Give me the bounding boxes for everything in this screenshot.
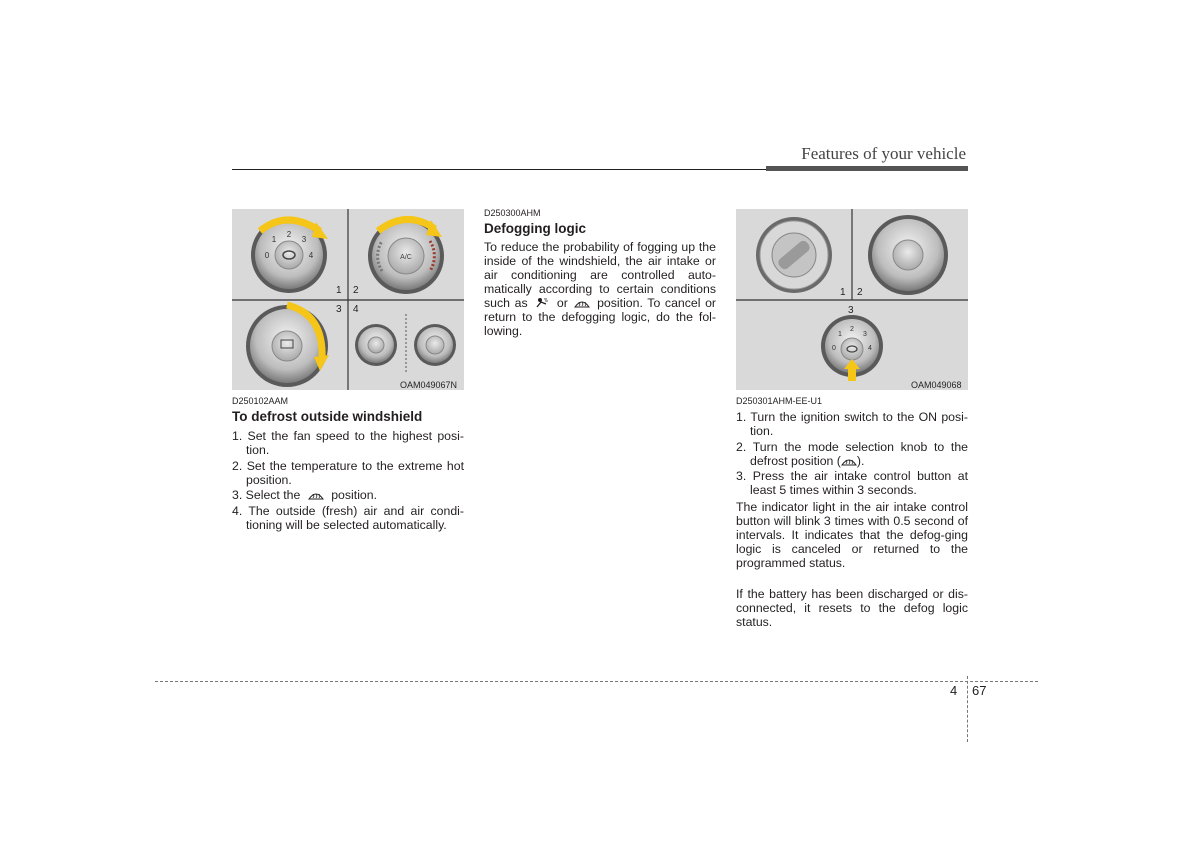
svg-text:0: 0 — [832, 345, 836, 352]
mode-knob-right — [868, 215, 948, 295]
mode-selection-knob — [246, 305, 329, 387]
step-1: 1. Turn the ignition switch to the ON posi-tion. — [736, 410, 968, 438]
steps-list — [736, 410, 968, 499]
fan-speed-knob — [251, 217, 328, 293]
step-2-text-a: 2. Turn the mode selection knob to the defrost position ( — [736, 439, 968, 468]
left-figure — [232, 209, 464, 390]
page-number: 67 — [972, 683, 987, 698]
panel-label-3: 3 — [336, 304, 342, 315]
ignition-switch — [756, 217, 832, 293]
fan-knob-right — [821, 315, 883, 381]
panel-label-2: 2 — [857, 287, 863, 298]
step-3: 3. Press the air intake control button at least 5 times within 3 seconds. — [736, 469, 968, 497]
indicator-paragraph: The indicator light in the air intake control button will blink 3 times with 0.5 second of intervals. It indicates that the defog-ging logic is canceled or returned to the programmed status. — [736, 500, 968, 570]
panel-label-1: 1 — [336, 285, 342, 296]
ignition-and-mode-illustration — [736, 209, 968, 390]
panel-label-3: 3 — [848, 305, 854, 316]
battery-paragraph: If the battery has been discharged or dis-connected, it resets to the defog logic status. — [736, 587, 968, 629]
section-title: Defogging logic — [484, 221, 586, 236]
defrost-icon — [308, 489, 324, 500]
page-header-title: Features of your vehicle — [801, 144, 966, 163]
svg-text:2: 2 — [850, 326, 854, 333]
svg-text:3: 3 — [301, 235, 307, 244]
temperature-knob — [368, 218, 444, 294]
panel-label-2: 2 — [353, 285, 359, 296]
paragraph-text-or: or — [556, 296, 568, 310]
right-figure — [736, 209, 968, 390]
paragraph-text-a: To reduce the probability of fogging up the inside of the windshield, the air intake or air conditioning are controlled auto-matically according to certain conditions such as — [484, 240, 716, 310]
svg-text:0: 0 — [264, 251, 270, 260]
floor-defrost-icon — [534, 297, 550, 308]
step-3-text-a: 3. Select the — [232, 488, 301, 502]
footer-divider — [967, 676, 968, 742]
defrost-icon — [574, 297, 590, 308]
svg-text:3: 3 — [863, 331, 867, 338]
svg-text:2: 2 — [286, 230, 292, 239]
footer-rule — [155, 681, 1038, 682]
small-fan-knob — [355, 324, 397, 366]
steps-list — [232, 429, 464, 533]
figure-caption: OAM049067N — [400, 380, 458, 390]
header-rule-accent — [766, 166, 968, 171]
panel-label-4: 4 — [353, 304, 359, 315]
defogging-paragraph — [484, 240, 716, 338]
svg-text:1: 1 — [271, 235, 277, 244]
step-2-text-b: ). — [856, 453, 865, 468]
panel-label-1: 1 — [840, 287, 846, 298]
step-1: 1. Set the fan speed to the highest posi-tion. — [232, 429, 464, 457]
step-2: 2. Set the temperature to the extreme hot position. — [232, 458, 464, 487]
svg-text:4: 4 — [868, 345, 872, 352]
section-code: D250301AHM-EE-U1 — [736, 396, 823, 406]
section-code: D250300AHM — [484, 208, 541, 218]
svg-text:A/C: A/C — [400, 254, 412, 261]
svg-text:4: 4 — [308, 251, 314, 260]
step-4: 4. The outside (fresh) air and air condi-tioning will be selected automatically. — [232, 503, 464, 532]
defrost-icon — [841, 455, 857, 466]
step-3-text-b: position. — [331, 488, 378, 502]
header-rule — [232, 169, 768, 170]
small-temperature-knob — [414, 324, 456, 366]
climate-control-illustration — [232, 209, 464, 390]
section-number: 4 — [950, 683, 958, 698]
step-2 — [736, 440, 968, 468]
figure-caption: OAM049068 — [911, 380, 962, 390]
svg-text:1: 1 — [838, 331, 842, 338]
step-3 — [232, 488, 464, 502]
section-title: To defrost outside windshield — [232, 409, 423, 424]
paragraph-text-b: position. To cancel or return to the defogging logic, do the fol-lowing. — [484, 296, 717, 338]
section-code: D250102AAM — [232, 396, 289, 406]
